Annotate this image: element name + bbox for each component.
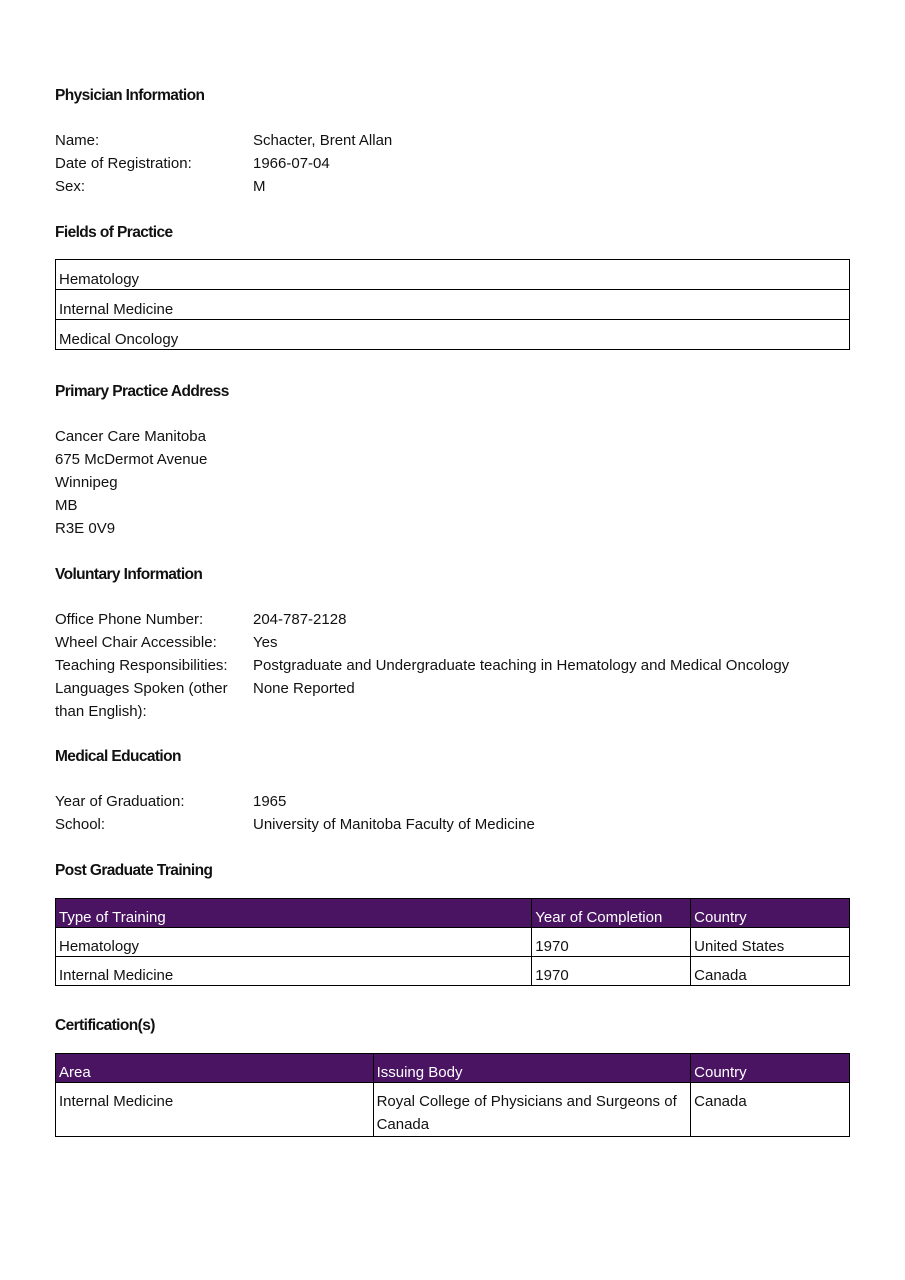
physician-info-heading: Physician Information bbox=[55, 87, 205, 104]
column-header: Area bbox=[56, 1054, 374, 1083]
school-row bbox=[55, 813, 850, 836]
training-type-cell: Internal Medicine bbox=[56, 957, 532, 986]
table-row bbox=[56, 320, 850, 350]
field-cell: Internal Medicine bbox=[56, 290, 850, 320]
address-line: R3E 0V9 bbox=[55, 520, 116, 537]
name-label: Name: bbox=[55, 132, 100, 149]
registration-value: 1966-07-04 bbox=[253, 155, 330, 172]
table-row bbox=[56, 290, 850, 320]
name-value: Schacter, Brent Allan bbox=[253, 132, 393, 149]
country-cell: Canada bbox=[691, 1083, 850, 1137]
table-header-row bbox=[56, 899, 850, 928]
phone-row bbox=[55, 608, 850, 631]
voluntary-heading: Voluntary Information bbox=[55, 566, 203, 583]
country-cell: United States bbox=[691, 928, 850, 957]
table-header-row bbox=[56, 1054, 850, 1083]
sex-label: Sex: bbox=[55, 178, 86, 195]
field-cell: Medical Oncology bbox=[56, 320, 850, 350]
wheelchair-label: Wheel Chair Accessible: bbox=[55, 634, 217, 651]
phone-value: 204-787-2128 bbox=[253, 611, 347, 628]
fields-of-practice-table bbox=[55, 259, 850, 350]
education-heading: Medical Education bbox=[55, 748, 181, 765]
table-row bbox=[56, 928, 850, 957]
issuing-body-cell: Royal College of Physicians and Surgeons of Canada bbox=[373, 1083, 691, 1137]
languages-row bbox=[55, 677, 850, 723]
certifications-table bbox=[55, 1053, 850, 1137]
teaching-row bbox=[55, 654, 850, 677]
education-info bbox=[55, 790, 850, 836]
school-label: School: bbox=[55, 816, 106, 833]
completion-year-cell: 1970 bbox=[532, 957, 691, 986]
teaching-value: Postgraduate and Undergraduate teaching in Hematology and Medical Oncology bbox=[253, 657, 790, 674]
training-type-cell: Hematology bbox=[56, 928, 532, 957]
address-line: Cancer Care Manitoba bbox=[55, 428, 206, 445]
graduation-label: Year of Graduation: bbox=[55, 793, 185, 810]
sex-value: M bbox=[253, 178, 266, 195]
column-header: Country bbox=[691, 1054, 850, 1083]
post-graduate-heading: Post Graduate Training bbox=[55, 862, 213, 879]
address-line: Winnipeg bbox=[55, 474, 118, 491]
voluntary-info bbox=[55, 608, 850, 723]
table-row bbox=[56, 957, 850, 986]
registration-row bbox=[55, 152, 850, 175]
area-cell: Internal Medicine bbox=[56, 1083, 374, 1137]
sex-row bbox=[55, 175, 850, 198]
phone-label: Office Phone Number: bbox=[55, 611, 204, 628]
address-line: MB bbox=[55, 497, 78, 514]
address-line: 675 McDermot Avenue bbox=[55, 451, 208, 468]
fields-of-practice-heading: Fields of Practice bbox=[55, 224, 173, 241]
teaching-label: Teaching Responsibilities: bbox=[55, 657, 228, 674]
post-graduate-table bbox=[55, 898, 850, 986]
column-header: Country bbox=[691, 899, 850, 928]
wheelchair-row bbox=[55, 631, 850, 654]
country-cell: Canada bbox=[691, 957, 850, 986]
table-row bbox=[56, 1083, 850, 1137]
physician-info bbox=[55, 129, 850, 198]
column-header: Issuing Body bbox=[373, 1054, 691, 1083]
graduation-value: 1965 bbox=[253, 793, 287, 810]
wheelchair-value: Yes bbox=[253, 634, 278, 651]
school-value: University of Manitoba Faculty of Medicine bbox=[253, 816, 535, 833]
certifications-heading: Certification(s) bbox=[55, 1017, 155, 1034]
field-cell: Hematology bbox=[56, 260, 850, 290]
column-header: Year of Completion bbox=[532, 899, 691, 928]
languages-value: None Reported bbox=[253, 680, 355, 697]
languages-label: Languages Spoken (other than English): bbox=[55, 680, 228, 720]
registration-label: Date of Registration: bbox=[55, 155, 192, 172]
graduation-row bbox=[55, 790, 850, 813]
table-row bbox=[56, 260, 850, 290]
name-row bbox=[55, 129, 850, 152]
address-heading: Primary Practice Address bbox=[55, 383, 229, 400]
address-block bbox=[55, 425, 207, 540]
column-header: Type of Training bbox=[56, 899, 532, 928]
completion-year-cell: 1970 bbox=[532, 928, 691, 957]
